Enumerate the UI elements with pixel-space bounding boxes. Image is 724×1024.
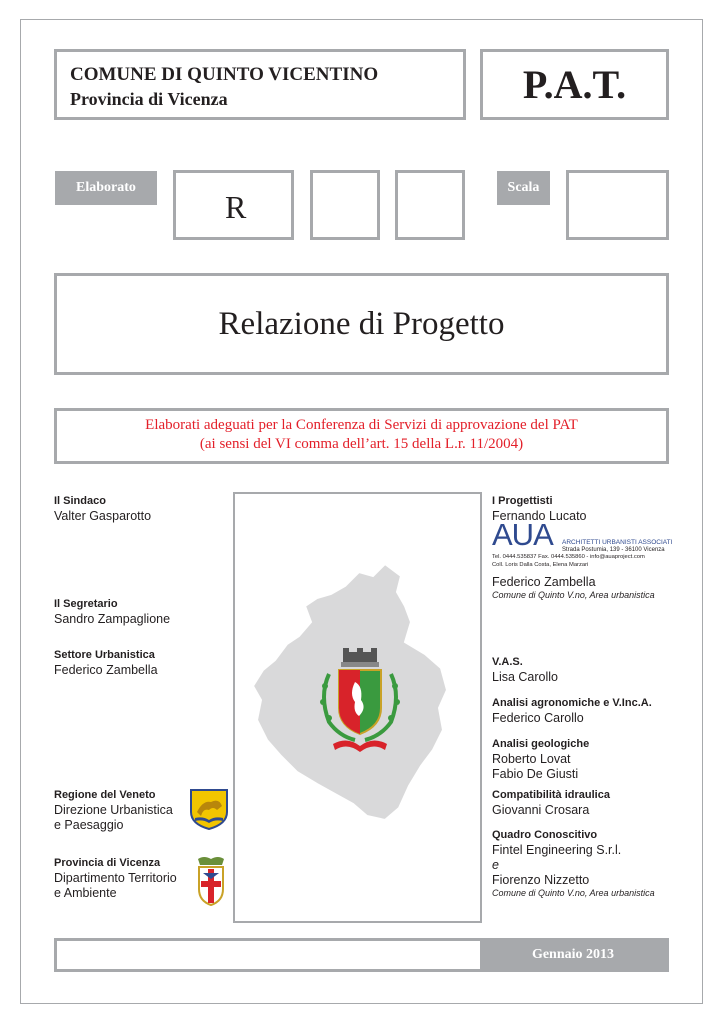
progettisti-name: Fernando Lucato [492, 509, 587, 523]
comune-name: COMUNE DI QUINTO VICENTINO [70, 64, 379, 85]
quadro-role: Quadro Conoscitivo [492, 829, 598, 841]
settore-name: Federico Zambella [54, 663, 158, 677]
credit-settore [54, 648, 158, 678]
vas-role: V.A.S. [492, 656, 523, 668]
regione-line-2: e Paesaggio [54, 818, 124, 832]
aua-logo: AUA [492, 517, 553, 552]
elaborato-box-2 [310, 170, 380, 240]
credit-zambella [492, 575, 655, 601]
scala-box [566, 170, 669, 240]
pat-box [480, 49, 669, 120]
sindaco-name: Valter Gasparotto [54, 509, 152, 523]
regione-veneto-emblem-icon [189, 788, 229, 835]
idraulica-name: Giovanni Crosara [492, 803, 590, 817]
credit-provincia [54, 856, 177, 901]
footer-box [54, 938, 669, 972]
scala-label: Scala [497, 171, 550, 205]
sindaco-role: Il Sindaco [54, 495, 106, 507]
quadro-note: Comune di Quinto V.no, Area urbanistica [492, 888, 655, 898]
subtitle-line-1: Elaborati adeguati per la Conferenza di Servizi di approvazione del PAT [145, 417, 578, 433]
elaborato-code-box [173, 170, 294, 240]
quadro-conj: e [492, 858, 499, 872]
regione-role: Regione del Veneto [54, 789, 156, 801]
aua-line-3: Tel. 0444.535837 Fax. 0444.535860 - info@auaproject.com [492, 554, 645, 560]
aua-line-1: ARCHITETTI URBANISTI ASSOCIATI [562, 539, 673, 546]
aua-logo-block [492, 517, 673, 571]
credit-regione [54, 788, 173, 833]
document-title: Relazione di Progetto [218, 306, 505, 342]
elaborato-code: R [225, 189, 247, 225]
credit-quadro [492, 828, 655, 899]
quadro-name-1: Fintel Engineering S.r.l. [492, 843, 622, 857]
aua-line-4: Coll. Loris Dalla Costa, Elena Marzari [492, 562, 589, 568]
quinto-vicentino-crest-icon [315, 646, 405, 756]
zambella-name: Federico Zambella [492, 575, 596, 589]
idraulica-role: Compatibilità idraulica [492, 789, 610, 801]
segretario-role: Il Segretario [54, 598, 118, 610]
footer-date: Gennaio 2013 [531, 947, 615, 962]
credit-agronomiche [492, 696, 652, 726]
provincia-line-2: e Ambiente [54, 886, 117, 900]
regione-line-1: Direzione Urbanistica [54, 803, 173, 817]
credit-sindaco [54, 494, 151, 524]
elaborato-label: Elaborato [55, 171, 157, 205]
zambella-note: Comune di Quinto V.no, Area urbanistica [492, 590, 655, 600]
elaborato-box-3 [395, 170, 465, 240]
geologiche-role: Analisi geologiche [492, 738, 590, 750]
aua-line-2: Strada Postumia, 139 - 36100 Vicenza [562, 547, 665, 553]
subtitle-line-2: (ai sensi del VI comma dell’art. 15 della L.r. 11/2004) [199, 436, 524, 452]
geologiche-name-1: Roberto Lovat [492, 752, 571, 766]
comune-box [54, 49, 466, 120]
agronomiche-role: Analisi agronomiche e V.Inc.A. [492, 697, 652, 709]
geologiche-name-2: Fabio De Giusti [492, 767, 579, 781]
vas-name: Lisa Carollo [492, 670, 559, 684]
settore-role: Settore Urbanistica [54, 649, 155, 661]
segretario-name: Sandro Zampaglione [54, 612, 171, 626]
provincia-role: Provincia di Vicenza [54, 857, 161, 869]
subtitle-box [54, 408, 669, 464]
provincia-line-1: Dipartimento Territorio [54, 871, 177, 885]
title-box [54, 273, 669, 375]
progettisti-role: I Progettisti [492, 495, 553, 507]
pat-label: P.A.T. [522, 62, 627, 107]
agronomiche-name: Federico Carollo [492, 711, 584, 725]
provincia-vicenza-emblem-icon [194, 855, 228, 912]
credit-segretario [54, 597, 170, 627]
provincia-name: Provincia di Vicenza [70, 89, 228, 109]
footer-date-panel [480, 941, 666, 969]
map-panel [233, 492, 482, 923]
credit-geologiche [492, 737, 589, 782]
credit-idraulica [492, 788, 610, 818]
quadro-name-2: Fiorenzo Nizzetto [492, 873, 590, 887]
credit-vas [492, 655, 558, 685]
